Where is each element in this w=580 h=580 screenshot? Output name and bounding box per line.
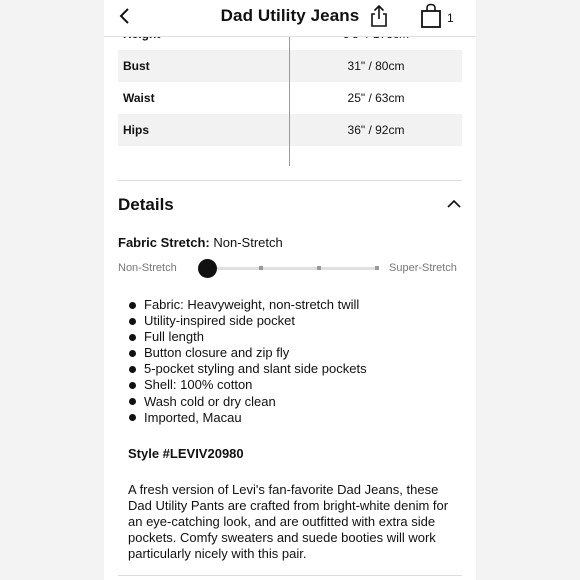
feature-text: Button closure and zip fly — [144, 345, 290, 361]
feature-text: Wash cold or dry clean — [144, 393, 276, 409]
size-label: Waist — [123, 91, 155, 105]
fabric-stretch-label: Fabric Stretch: — [118, 235, 210, 250]
list-item — [128, 329, 367, 345]
page-title: Dad Utility Jeans — [220, 6, 360, 25]
stretch-slider-track — [206, 267, 378, 270]
section-divider — [118, 180, 462, 181]
size-table — [118, 18, 462, 146]
size-value: 31" / 80cm — [347, 59, 405, 73]
stretch-slider-thumb[interactable] — [198, 259, 217, 278]
size-row-waist — [118, 82, 462, 114]
list-item — [128, 394, 367, 410]
feature-text: Imported, Macau — [144, 409, 242, 425]
list-item — [128, 345, 367, 361]
bullet-icon — [129, 398, 136, 405]
bullet-icon — [129, 302, 136, 309]
list-item — [128, 410, 367, 426]
bag-count-badge: 1 — [447, 11, 454, 25]
bullet-icon — [129, 318, 136, 325]
top-bar — [104, 0, 476, 37]
feature-text: Full length — [144, 329, 204, 345]
stretch-slider-tick — [317, 266, 321, 270]
feature-text: Utility-inspired side pocket — [144, 313, 296, 329]
feature-text: Fabric: Heavyweight, non-stretch twill — [144, 297, 360, 312]
size-value: 36" / 92cm — [347, 123, 405, 137]
fabric-stretch-heading — [118, 235, 283, 250]
list-item — [128, 361, 367, 377]
share-button[interactable] — [369, 4, 389, 28]
collapse-details-button[interactable] — [446, 197, 462, 211]
feature-text: 5-pocket styling and slant side pockets — [144, 361, 367, 377]
product-description: A fresh version of Levi's fan-favorite Dad Jeans, these Dad Utility Pants are crafted from bright-white denim for an eye-catching look, and are outfitted with extra side pockets. Comfy sweaters and suede booties will work particularly nicely with this pair. — [128, 482, 449, 562]
stretch-max-label: Super-Stretch — [389, 262, 457, 274]
details-heading[interactable]: Details — [118, 195, 174, 214]
product-page — [104, 0, 476, 580]
stretch-slider-tick — [375, 266, 379, 270]
bag-button[interactable] — [420, 3, 442, 29]
section-divider — [118, 575, 462, 576]
style-number: Style #LEVIV20980 — [128, 446, 244, 461]
bullet-icon — [129, 366, 136, 373]
list-item — [128, 377, 367, 393]
share-icon — [369, 4, 389, 28]
size-table-divider — [289, 18, 290, 166]
list-item — [128, 313, 367, 329]
list-item — [128, 297, 367, 313]
stretch-min-label: Non-Stretch — [118, 262, 177, 274]
bullet-icon — [129, 350, 136, 357]
bullet-icon — [129, 334, 136, 341]
feature-text: Shell: 100% cotton — [144, 377, 253, 393]
feature-list — [128, 297, 367, 426]
shopping-bag-icon — [420, 3, 442, 29]
size-value: 25" / 63cm — [347, 91, 405, 105]
size-row-bust — [118, 50, 462, 82]
size-row-hips — [118, 114, 462, 146]
fabric-stretch-value: Non-Stretch — [213, 235, 283, 250]
size-label: Hips — [123, 123, 150, 137]
bullet-icon — [129, 414, 136, 421]
stretch-slider-tick — [259, 266, 263, 270]
size-label: Bust — [123, 59, 150, 73]
chevron-up-icon — [446, 197, 462, 211]
bullet-icon — [129, 382, 136, 389]
